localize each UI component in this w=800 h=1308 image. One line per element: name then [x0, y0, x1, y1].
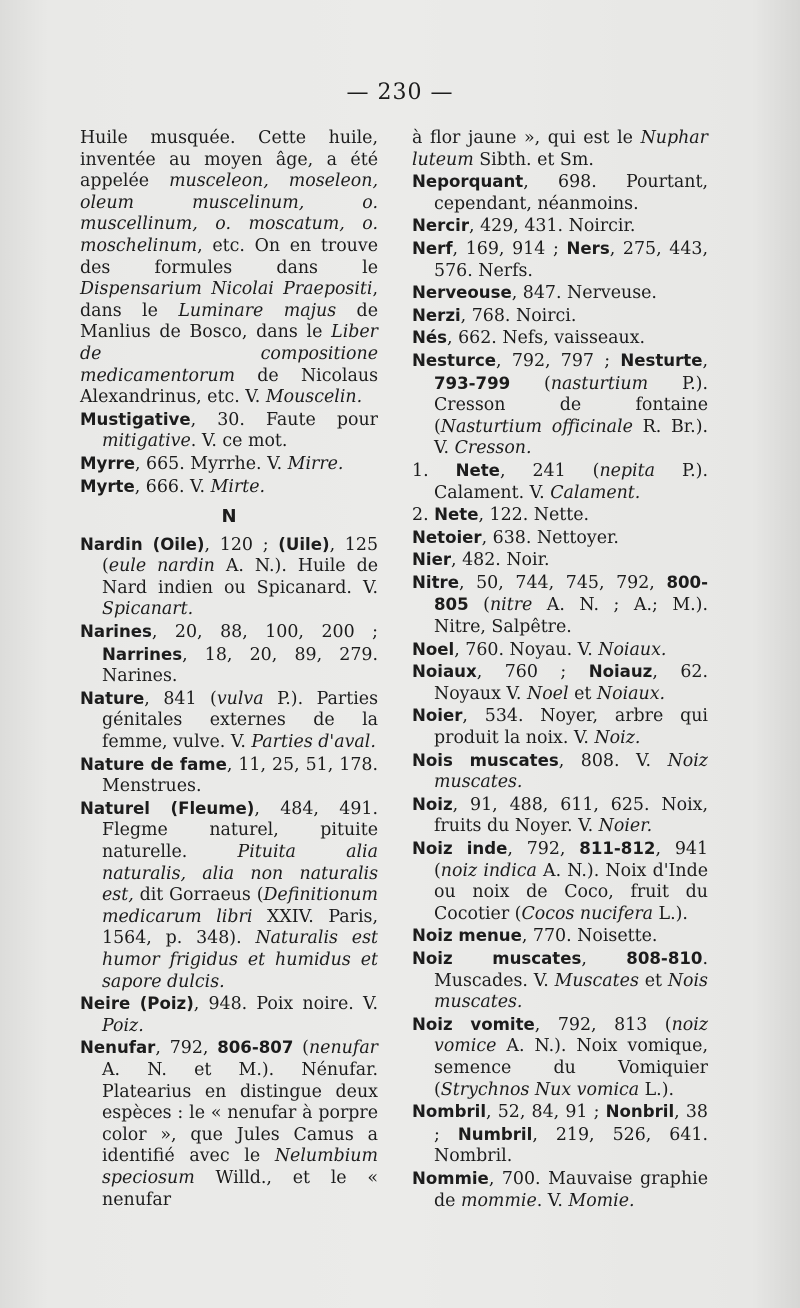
entry-text: Willd., et le « nenufar — [102, 1167, 378, 1210]
headword: Nommie — [412, 1168, 489, 1188]
entry-text: dit Gorraeus ( — [133, 885, 264, 906]
left-column — [80, 128, 378, 1211]
section-letter: N — [221, 506, 237, 528]
entry-text: , 484, 491. Flegme naturel, pituite naturelle. — [102, 798, 379, 862]
italic-text: mommie — [460, 1190, 537, 1211]
italic-text: Parties d'aval. — [251, 732, 376, 753]
glossary-entry — [80, 409, 378, 453]
italic-text: Noier. — [598, 816, 653, 837]
glossary-entry — [80, 798, 378, 993]
italic-text: Dispensarium Nicolai Praepositi — [80, 279, 373, 300]
entry-text: , 20, 88, 100, 200 ; — [151, 622, 378, 643]
glossary-entry — [412, 460, 708, 504]
italic-text: mitigative — [102, 431, 191, 452]
headword: Nercir — [412, 216, 470, 236]
headword: Nesturce — [412, 350, 497, 370]
headword: Nombril — [412, 1102, 487, 1122]
headword: Myrre — [80, 453, 135, 473]
entry-text: , 38 ; — [434, 1102, 708, 1145]
headword: Mustigative — [80, 409, 191, 429]
right-column — [412, 128, 708, 1212]
entry-text: , 768. Noirci. — [460, 305, 577, 326]
entry-text: , 665. Myrrhe. V. — [134, 453, 288, 474]
italic-text: Poiz. — [102, 1015, 144, 1036]
entry-text: de Nicolaus Alexandrinus, etc. V. — [80, 365, 378, 408]
entry-text: , 760 ; — [476, 662, 589, 683]
glossary-entry — [412, 750, 708, 794]
entry-text: , 50, 744, 745, 792, — [458, 572, 667, 593]
glossary-entry — [80, 688, 378, 754]
entry-text: , — [702, 350, 708, 371]
headword: Noiz menue — [412, 926, 522, 946]
entry-text: , 122. Nette. — [478, 505, 590, 526]
headword: Nardin (Oile) — [80, 534, 205, 554]
glossary-entry — [412, 215, 708, 238]
entry-text: , 841 ( — [144, 688, 217, 709]
italic-text: Muscates — [554, 970, 639, 991]
glossary-entry — [412, 238, 708, 282]
italic-text: Nasturtium officinale — [440, 416, 633, 437]
italic-text: Mirre. — [287, 453, 344, 474]
entry-text: , 638. Nettoyer. — [481, 527, 619, 548]
entry-text: , 792, 813 ( — [534, 1014, 672, 1035]
entry-text: , 18, 20, 89, 279. Narines. — [102, 644, 378, 687]
headword: Ners — [566, 238, 610, 258]
glossary-entry — [412, 282, 708, 305]
headword: Nesturte — [620, 350, 703, 370]
glossary-entry — [412, 527, 708, 550]
italic-text: Luminare majus — [178, 300, 337, 321]
entry-text: P.). Calament. V. — [434, 460, 708, 503]
bold-reference: 806-807 — [217, 1038, 294, 1058]
italic-text: Momie. — [568, 1190, 635, 1211]
italic-text: noiz vomice — [434, 1014, 709, 1057]
glossary-entry — [80, 453, 378, 476]
headword: Noiauz — [588, 662, 653, 682]
headword: Numbril — [457, 1124, 533, 1144]
entry-text: . Muscades. V. — [434, 948, 708, 991]
entry-text: , 169, 914 ; — [452, 238, 567, 259]
entry-text: , 275, 443, 576. Nerfs. — [434, 238, 708, 281]
entry-text: 2. — [412, 505, 435, 526]
italic-text: Nelumbium speciosum — [102, 1146, 378, 1188]
glossary-entry — [412, 305, 708, 328]
headword: Nerzi — [412, 305, 461, 325]
glossary-entry — [412, 350, 708, 460]
entry-text: A. N. ; A.; M.). Nitre, Salpêtre. — [434, 595, 708, 638]
bold-reference: 811-812 — [579, 839, 656, 858]
entry-text: A. N.). Noix d'Inde ou noix de Coco, fruit du Cocotier ( — [434, 860, 708, 924]
entry-text: , 666. V. — [134, 476, 211, 497]
glossary-entry — [80, 534, 378, 621]
italic-text: Noiaux. — [598, 639, 667, 660]
headword: Noel — [412, 639, 455, 659]
headword: Nerf — [412, 238, 453, 258]
glossary-entry — [412, 705, 708, 749]
headword: Noier — [412, 706, 463, 726]
entry-text: , 534. Noyer, arbre qui produit la noix. V. — [434, 706, 708, 749]
italic-text: Calament. — [550, 482, 641, 503]
headword: Netoier — [412, 527, 482, 547]
entry-text: et — [638, 970, 668, 991]
headword: Nitre — [412, 572, 459, 592]
headword: Nois muscates — [412, 750, 559, 770]
italic-text: eule nardin — [108, 556, 215, 577]
glossary-entry — [412, 549, 708, 572]
entry-text: A. N.). Noix vomique, semence du Vomiquier ( — [434, 1036, 708, 1100]
entry-text: , 770. Noisette. — [521, 926, 658, 947]
entry-text: , 91, 488, 611, 625. Noix, fruits du Noyer. V. — [434, 794, 708, 837]
entry-text: , 662. Nefs, vaisseaux. — [447, 328, 646, 349]
headword: Nete — [434, 505, 479, 525]
glossary-entry — [80, 1037, 378, 1211]
glossary-entry — [412, 925, 708, 948]
headword: Nerveouse — [412, 283, 512, 303]
glossary-entry — [80, 476, 378, 499]
glossary-entry — [412, 794, 708, 838]
glossary-entry — [412, 504, 708, 527]
page-number: — 230 — — [346, 80, 454, 105]
entry-text: , 219, 526, 641. Nombril. — [434, 1124, 709, 1167]
italic-text: Strychnos Nux vomica — [440, 1079, 640, 1100]
italic-text: Noiz. — [594, 728, 641, 749]
headword: Noiaux — [412, 662, 477, 682]
entry-text: L.). — [639, 1079, 675, 1100]
bold-reference: 808-810 — [626, 948, 703, 968]
entry-text: , 62. Noyaux V. — [434, 662, 708, 704]
entry-text: , 120 ; — [204, 534, 279, 555]
entry-text: , 698. Pourtant, cependant, néanmoins. — [434, 172, 708, 214]
entry-text: , 11, 25, 51, 178. Menstrues. — [102, 754, 378, 797]
glossary-entry — [80, 621, 378, 688]
entry-text: , 948. Poix noire. V. — [193, 994, 379, 1015]
headword: Nete — [455, 460, 500, 480]
glossary-entry — [412, 1014, 708, 1101]
italic-text: musceleon, moseleon, oleum muscelinum, o. muscellinum, o. moscatum, o. moschelinum — [80, 171, 378, 256]
entry-text: , 429, 431. Noircir. — [469, 216, 636, 237]
italic-text: Spicanart. — [102, 599, 194, 620]
entry-text: , 241 ( — [499, 460, 600, 481]
entry-text: et — [568, 683, 597, 704]
headword: Nés — [412, 328, 448, 348]
bold-reference: 793-799 — [434, 373, 511, 393]
entry-text: XXIV. Paris, 1564, p. 348). — [102, 906, 378, 949]
entry-text: , etc. On en trouve des formules dans le — [80, 235, 378, 278]
headword: Noiz vomite — [412, 1014, 535, 1034]
entry-text: , 847. Nerveuse. — [511, 283, 657, 304]
italic-text: Noiz muscates. — [434, 750, 708, 793]
headword: Nature — [80, 688, 145, 708]
entry-text: . V. — [536, 1190, 569, 1211]
italic-text: Nois muscates. — [434, 970, 708, 1013]
entry-text: , 941 ( — [434, 839, 709, 881]
entry-text: , 792, — [507, 839, 580, 859]
italic-text: Mouscelin. — [265, 387, 363, 408]
italic-text: Definitionum medicarum libri — [102, 885, 378, 927]
entry-text: P.). Cresson de fontaine ( — [434, 373, 708, 437]
glossary-entry — [412, 639, 708, 662]
entry-text: ( — [468, 595, 490, 616]
entry-text: A. N. et M.). Nénufar. Platearius en distingue deux espèces : le « nenufar à porpre color », que Jules Camus a identifié avec le — [102, 1059, 378, 1167]
entry-text: , 808. V. — [558, 750, 668, 771]
bold-reference: 800-805 — [434, 572, 708, 615]
entry-text: . V. ce mot. — [190, 431, 288, 452]
entry-continuation — [80, 128, 378, 409]
headword: Narrines — [102, 644, 183, 664]
entry-text: , dans le — [80, 279, 378, 321]
glossary-entry — [80, 993, 378, 1037]
entry-text: , 792, — [155, 1038, 218, 1059]
glossary-entry — [412, 1168, 708, 1212]
headword: Naturel (Fleume) — [80, 798, 255, 818]
headword: Noiz inde — [412, 839, 508, 858]
headword: Nenufar — [80, 1038, 156, 1058]
entry-text: L.). — [653, 903, 688, 924]
entry-text: R. Br.). V. — [434, 416, 709, 459]
headword: Noiz — [412, 794, 453, 814]
italic-text: Cocos nucifera — [521, 903, 654, 924]
headword: (Uile) — [278, 534, 330, 554]
entry-text: A. N.). Huile de Nard indien ou Spicanard. V. — [102, 556, 378, 598]
glossary-entry — [412, 838, 708, 925]
italic-text: noiz indica — [440, 860, 537, 881]
entry-text: , 700. Mauvaise graphie de — [434, 1168, 708, 1211]
entry-text: , 30. Faute pour — [190, 409, 378, 430]
glossary-entry — [412, 948, 708, 1014]
italic-text: Noel — [527, 683, 569, 704]
entry-text: P.). Parties génitales externes de la femme, vulve. V. — [102, 688, 378, 753]
entry-text: Sibth. et Sm. — [473, 149, 594, 170]
italic-text: nasturtium — [550, 373, 649, 394]
headword: Myrte — [80, 476, 135, 496]
glossary-entry — [412, 661, 708, 705]
entry-text: ( — [510, 373, 551, 394]
entry-text: Huile musquée. Cette huile, inventée au moyen âge, a été appelée — [80, 128, 378, 192]
glossary-entry — [80, 754, 378, 798]
italic-text: Liber de compositione medicamentorum — [80, 322, 378, 386]
headword: Nature de fame — [80, 754, 227, 774]
entry-text: ( — [293, 1038, 309, 1059]
entry-text: , 125 ( — [102, 534, 379, 577]
entry-text: 1. — [412, 460, 456, 481]
entry-continuation — [412, 128, 708, 171]
headword: Neporquant — [412, 172, 524, 192]
italic-text: Cresson. — [454, 438, 532, 459]
glossary-entry — [412, 1101, 708, 1168]
entry-text: , 792, 797 ; — [496, 350, 621, 371]
glossary-entry — [412, 572, 708, 639]
italic-text: Noiaux. — [596, 683, 666, 704]
entry-text: , — [581, 948, 627, 969]
entry-text: de Manlius de Bosco, dans le — [80, 300, 378, 343]
headword: Noiz muscates — [412, 948, 582, 968]
headword: Neire (Poiz) — [80, 994, 194, 1014]
entry-text: à flor jaune », qui est le — [412, 128, 641, 148]
glossary-entry — [412, 327, 708, 350]
glossary-entry — [412, 171, 708, 215]
entry-text: , 52, 84, 91 ; — [486, 1102, 606, 1123]
italic-text: Mirte. — [210, 476, 266, 497]
headword: Nier — [412, 550, 452, 570]
italic-text: vulva — [216, 688, 264, 709]
entry-text: , 760. Noyau. V. — [454, 639, 599, 660]
entry-text: , 482. Noir. — [451, 550, 550, 571]
italic-text: Nuphar luteum — [412, 128, 708, 170]
italic-text: Naturalis est humor frigidus et humidus et sapore dulcis. — [102, 928, 378, 992]
headword: Narines — [80, 622, 152, 642]
headword: Nonbril — [605, 1102, 675, 1122]
italic-text: nepita — [599, 460, 655, 481]
italic-text: nenufar — [308, 1038, 378, 1059]
italic-text: nitre — [489, 595, 533, 616]
italic-text: Pituita alia naturalis, alia non naturalis est, — [102, 842, 378, 906]
